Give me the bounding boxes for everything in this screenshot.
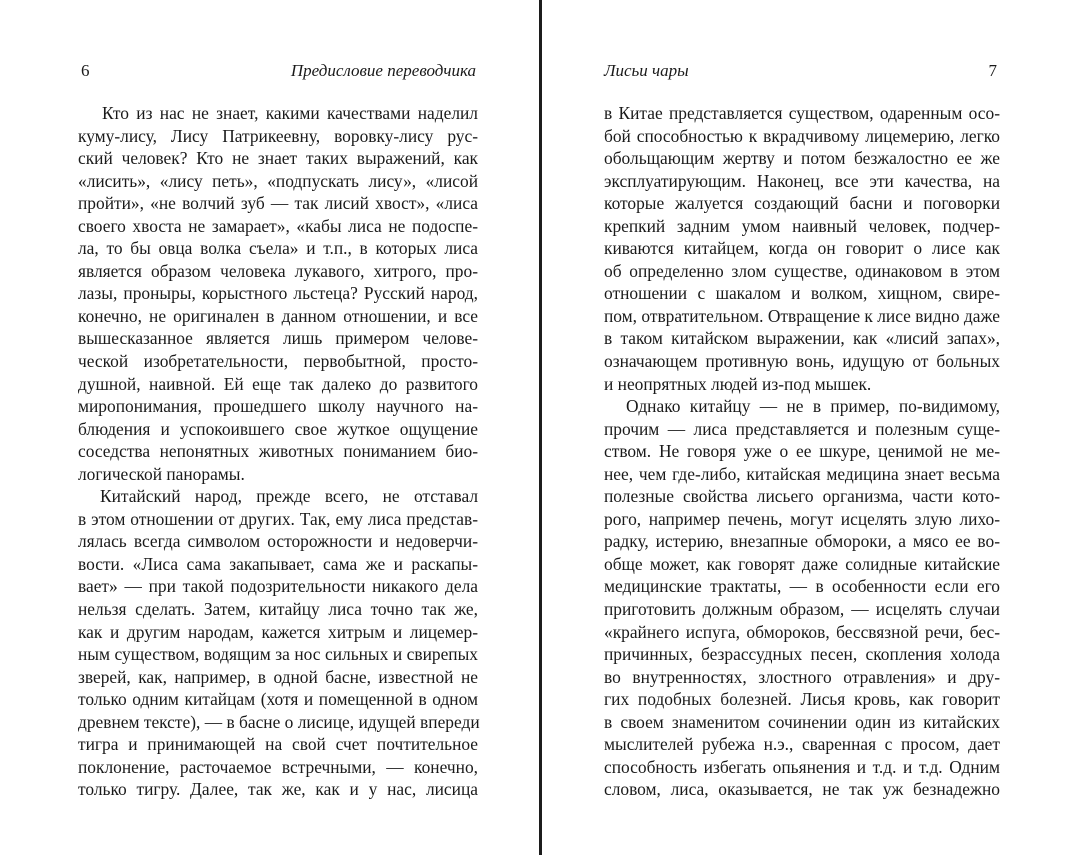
text-line: причинных, безрассудных песен, скопления холода xyxy=(604,644,1000,665)
text-line: радку, истерию, внезапные обмороки, а мясо ее во- xyxy=(604,531,1000,552)
right-running-title: Лисьи чары xyxy=(604,61,689,80)
text-line: означающем противную вонь, идущую от больных xyxy=(604,351,1000,372)
text-line: лазы, проныры, корыстного льстеца? Русский народ, xyxy=(78,283,478,304)
right-page xyxy=(604,0,1000,855)
text-line: рого, например печень, могут исцелять злую лихо- xyxy=(604,508,1000,529)
text-line: зверей, как, например, в одной басне, известной не xyxy=(78,666,478,687)
text-line: Китайский народ, прежде всего, не отставал xyxy=(100,486,478,507)
text-line: как и другим народам, кажется хитрым и лицемер- xyxy=(78,621,478,642)
text-line: медицинские трактаты, — в особенности если его xyxy=(604,576,1000,597)
text-line: только тигру. Далее, так же, как и у нас, лисица xyxy=(78,779,478,800)
text-line: и неопрятных людей из-под мышек. xyxy=(604,373,872,394)
text-line: в этом отношении от других. Так, ему лиса представ- xyxy=(78,508,478,529)
text-line: вает» — при такой подозрительности никакого дела xyxy=(78,576,478,597)
text-line: является образом человека лукавого, хитрого, про- xyxy=(78,260,478,281)
text-line: способность избегать опьянения и т.д. и т.д. Одним xyxy=(604,756,1000,777)
text-line: словом, лиса, оказывается, не так уж безнадежно xyxy=(604,779,1000,800)
text-line: «крайнего испуга, обмороков, бессвязной речи, бес- xyxy=(604,621,1000,642)
text-line: полезные свойства лисьего организма, части кото- xyxy=(604,486,1000,507)
text-line: приготовить должным образом, — исцелять случаи xyxy=(604,599,1000,620)
left-page-body xyxy=(78,102,478,801)
text-line: об определенно злом существе, одинаковом в этом xyxy=(604,260,1000,281)
text-line: отношении с шакалом и волком, хищном, свире- xyxy=(604,283,1000,304)
text-line: вости. «Лиса сама закапывает, сама же и раскапы- xyxy=(78,553,478,574)
text-line: мыслителей рубежа н.э., сваренная с просом, дает xyxy=(604,734,1000,755)
text-line: «лисить», «лису петь», «подпускать лису», «лисой xyxy=(78,170,478,191)
text-line: ла, то бы овца волка съела» и т.п., в которых лиса xyxy=(78,238,478,259)
text-line: блюдения и успокоившего свое жуткое ощущение xyxy=(78,418,478,439)
text-line: в своем знаменитом сочинении один из китайских xyxy=(604,711,1000,732)
text-line: которые жалуется создающий басни и поговорки xyxy=(604,193,1000,214)
text-line: обольщающим жертву и потом безжалостно ее же xyxy=(604,148,1000,169)
right-page-number: 7 xyxy=(988,61,997,80)
text-line: крепкий задним умом наивный человек, подчер- xyxy=(604,215,1000,236)
text-line: обще может, как говорят даже солидные китайские xyxy=(604,553,1000,574)
text-line: Однако китайцу — не в пример, по-видимому, xyxy=(626,396,1000,417)
spine-gutter xyxy=(539,0,542,855)
text-line: ческой изобретательности, первобытной, просто- xyxy=(78,351,478,372)
text-line: только одним китайцам (хотя и помещенной в одном xyxy=(78,689,478,710)
text-line: душной, наивной. Ей еще так далеко до развитого xyxy=(78,373,478,394)
text-line: ский человек? Кто не знает таких выражений, как xyxy=(78,148,478,169)
text-line: во внутренностях, злостного отравления» и дру- xyxy=(604,666,1000,687)
text-line: древнем тексте), — в басне о лисице, идущей впереди xyxy=(78,711,480,732)
text-line: поклонение, расточаемое встречными, — конечно, xyxy=(78,756,478,777)
text-line: прочим — лиса представляется и полезным суще- xyxy=(604,418,1000,439)
text-line: конечно, не оригинален в данном отношении, и все xyxy=(78,305,478,326)
text-line: нельзя сделать. Затем, китайцу лиса точно так же, xyxy=(78,599,478,620)
text-line: эксплуатирующим. Наконец, все эти качества, на xyxy=(604,170,1000,191)
text-line: в таком китайском выражении, как «лисий запах», xyxy=(604,328,1000,349)
text-line: киваются китайцем, когда он говорит о лисе как xyxy=(604,238,1000,259)
text-line: куму-лису, Лису Патрикеевну, воровку-лису рус- xyxy=(78,125,478,146)
right-page-body xyxy=(604,102,1000,801)
left-page-header xyxy=(78,61,478,85)
text-line: вышесказанное является лишь примером челове- xyxy=(78,328,478,349)
text-line: гих подобных болезней. Лисья кровь, как говорит xyxy=(604,689,1000,710)
text-line: в Китае представляется существом, одаренным осо- xyxy=(604,103,1000,123)
text-line: тигра и принимающей на свой счет почтительное xyxy=(78,734,478,755)
text-line: Кто из нас не знает, какими качествами наделил xyxy=(102,103,478,123)
text-line: ством. Не говоря уже о ее шкуре, ценимой не ме- xyxy=(604,441,1000,462)
text-line: нее, чем где-либо, китайская медицина знает весьма xyxy=(604,463,1000,484)
right-page-header xyxy=(604,61,1000,85)
text-line: миропонимания, прошедшего школу научного на- xyxy=(78,396,478,417)
text-line: соседства непонятных животных пониманием био- xyxy=(78,441,478,462)
left-page-number: 6 xyxy=(81,61,90,80)
text-line: своего хвоста не замарает», «кабы лиса не подоспе- xyxy=(78,215,478,236)
text-line: пройти», «не волчий зуб — так лисий хвост», «лиса xyxy=(78,193,478,214)
text-line: лялась всегда символом осторожности и недоверчи- xyxy=(78,531,478,552)
text-line: ным существом, водящим за нос сильных и свирепых xyxy=(78,644,478,665)
left-running-title: Предисловие переводчика xyxy=(290,61,476,80)
text-line: пом, отвратительном. Отвращение к лисе видно даже xyxy=(604,305,1000,326)
left-page xyxy=(78,0,478,855)
text-line: логической панорамы. xyxy=(78,463,245,484)
text-line: бой способностью к вкрадчивому лицемерию, легко xyxy=(604,125,1000,146)
